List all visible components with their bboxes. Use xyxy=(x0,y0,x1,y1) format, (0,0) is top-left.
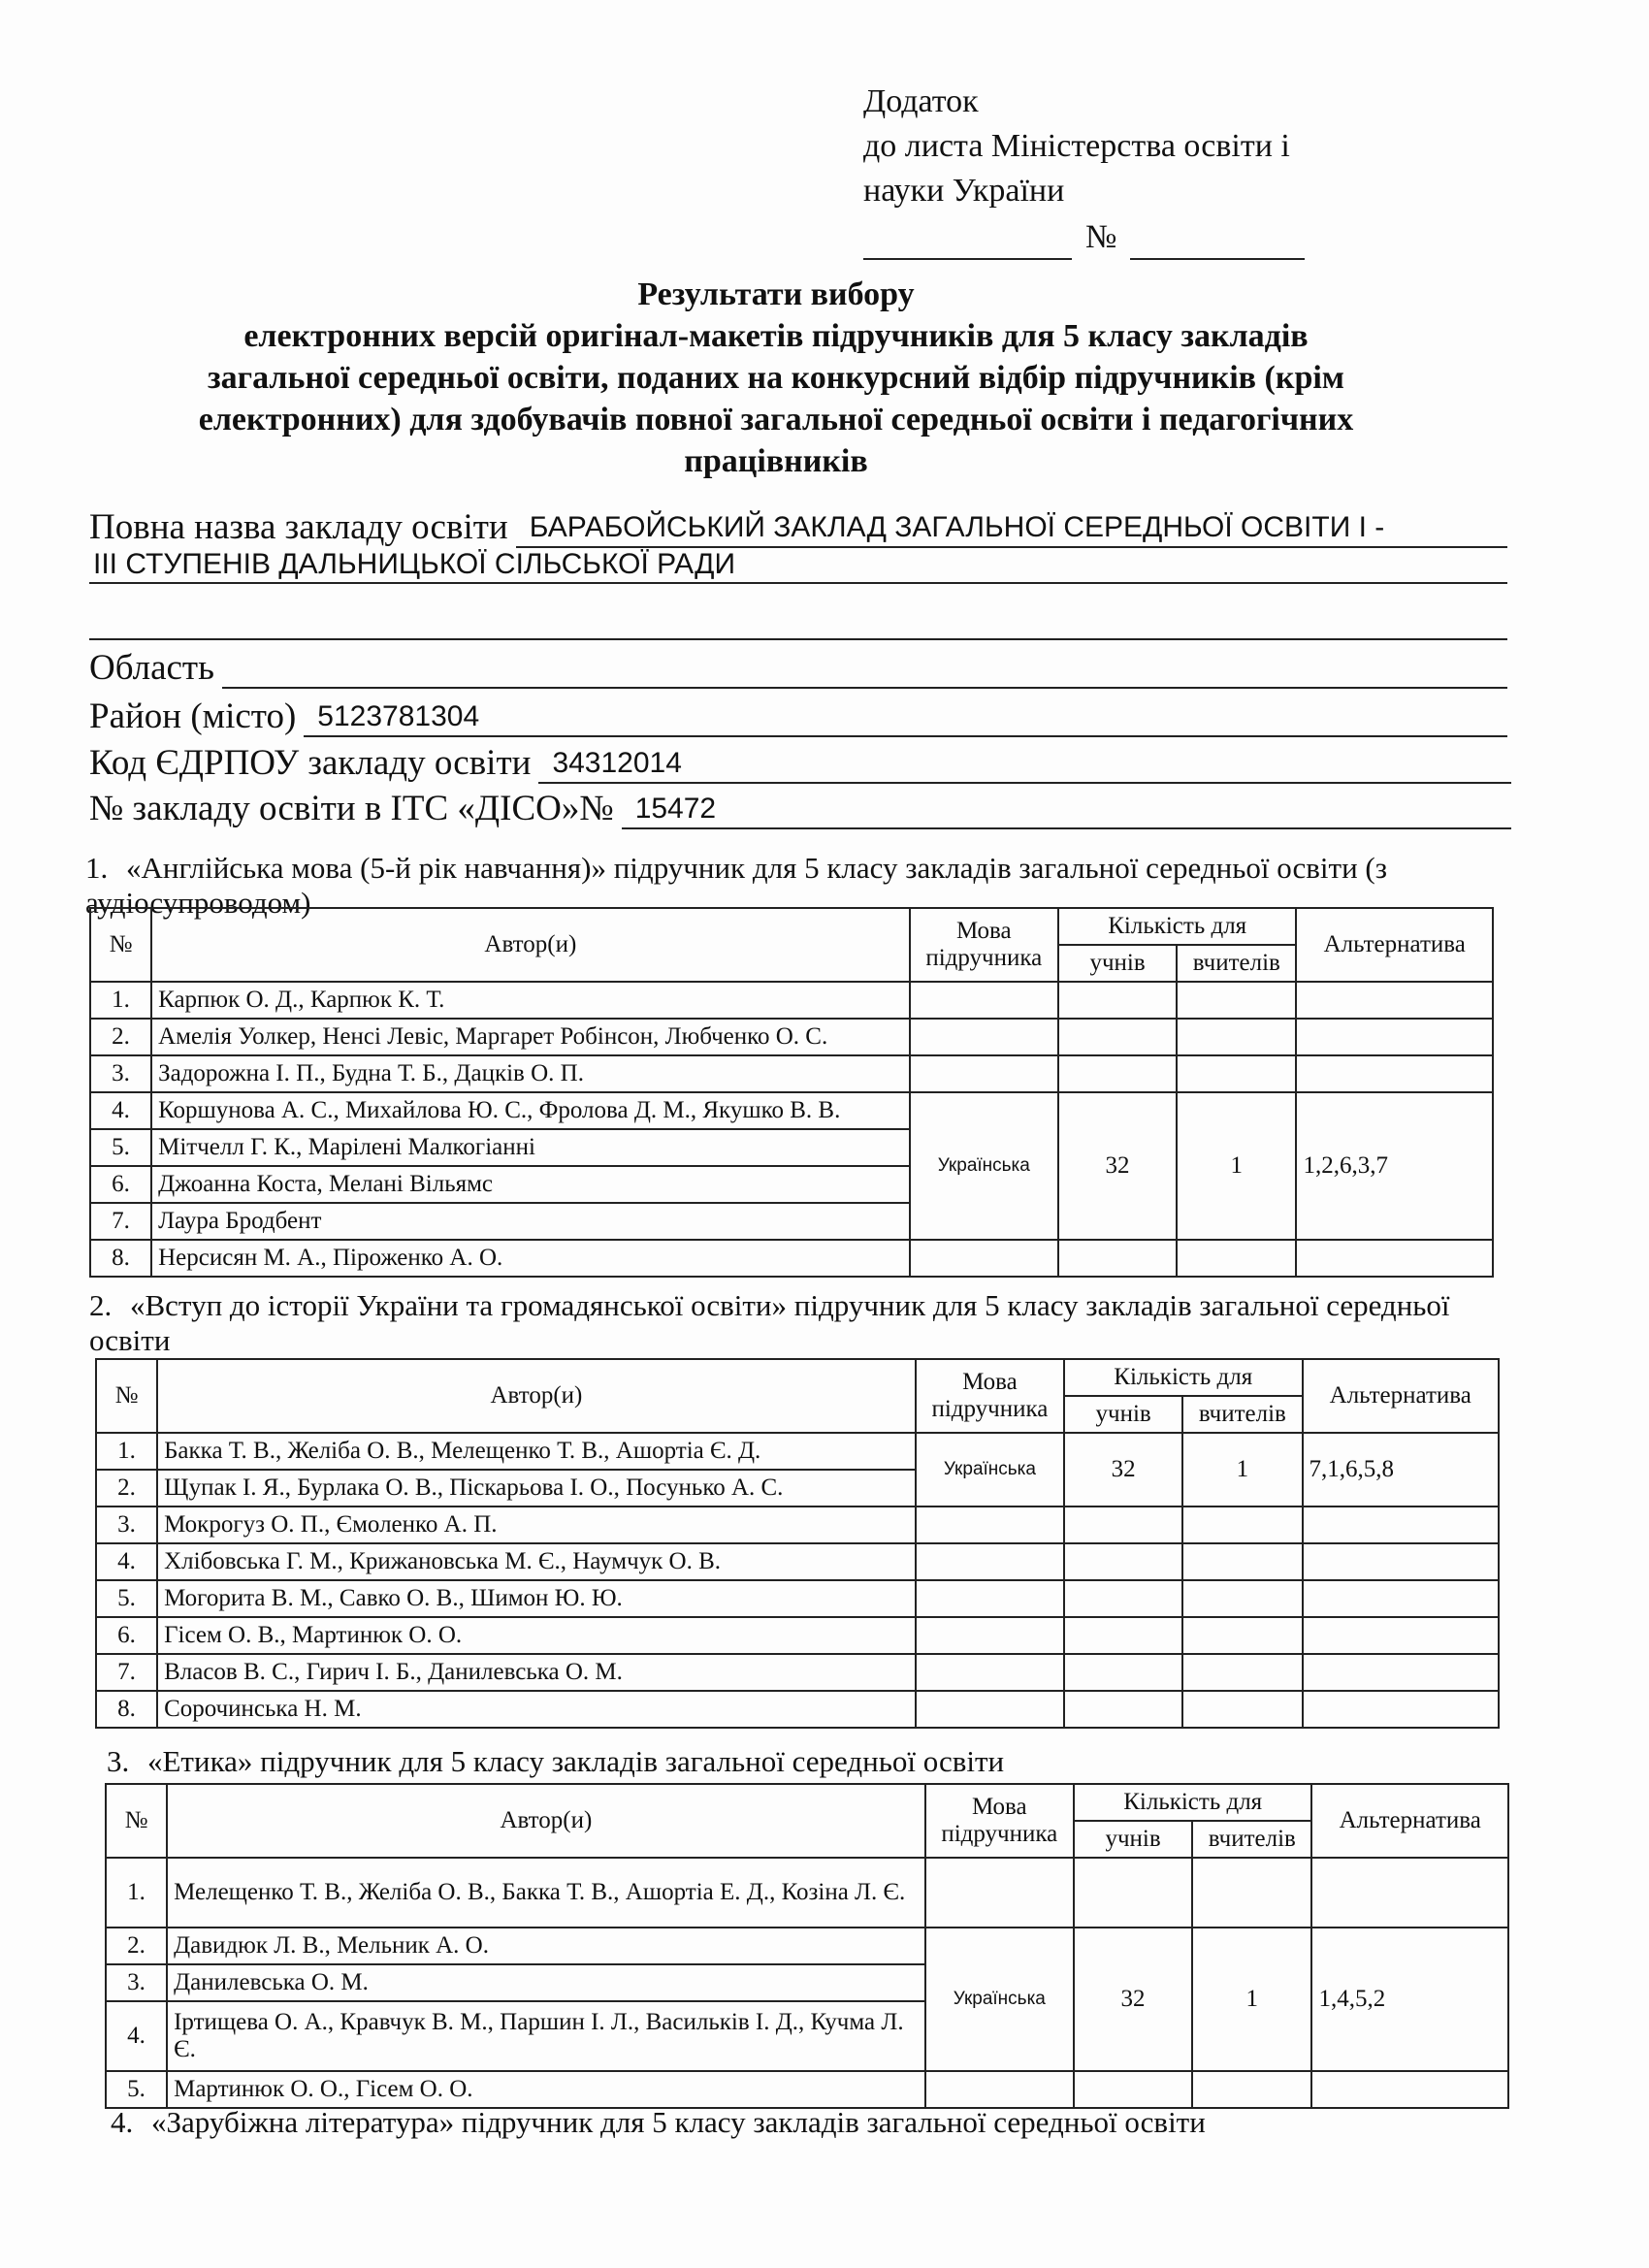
row-number: 3. xyxy=(96,1507,157,1543)
row-number: 8. xyxy=(96,1691,157,1728)
title-line-4: електронних) для здобувачів повної загальної середньої освіти і педагогічних xyxy=(198,402,1354,437)
district-label: Район (місто) xyxy=(89,697,297,736)
section-number: 1. xyxy=(85,851,109,885)
school-name-label: Повна назва закладу освіти xyxy=(89,507,508,547)
table-row xyxy=(96,1507,1499,1543)
table-row xyxy=(96,1433,1499,1470)
row-number: 4. xyxy=(90,1092,151,1129)
title-line-2: електронних версій оригінал-макетів підручників для 5 класу закладів xyxy=(243,318,1309,354)
alt-value: 1,2,6,3,7 xyxy=(1296,1092,1493,1240)
table-row xyxy=(106,2071,1508,2108)
table-row xyxy=(90,1055,1493,1092)
row-author: Карпюк О. Д., Карпюк К. Т. xyxy=(151,982,910,1019)
section-4-title xyxy=(111,2105,1546,2140)
section-2-table xyxy=(95,1358,1500,1729)
alt-value: 1,4,5,2 xyxy=(1311,1928,1508,2071)
col-alt: Альтернатива xyxy=(1296,908,1493,982)
col-lang: Мова підручника xyxy=(916,1359,1064,1433)
students-value: 32 xyxy=(1074,1928,1192,2071)
table-row xyxy=(96,1543,1499,1580)
students-value: 32 xyxy=(1058,1092,1177,1240)
diso-value: 15472 xyxy=(634,793,717,825)
col-teachers: вчителів xyxy=(1192,1821,1311,1858)
row-number: 4. xyxy=(106,2001,167,2071)
school-name-underline xyxy=(516,507,1507,548)
col-author: Автор(и) xyxy=(157,1359,916,1433)
section-1-table xyxy=(89,907,1494,1278)
row-author: Хлібовська Г. М., Крижановська М. Є., Наумчук О. В. xyxy=(157,1543,916,1580)
district-field xyxy=(89,696,1507,737)
row-author: Могорита В. М., Савко О. В., Шимон Ю. Ю. xyxy=(157,1580,916,1617)
row-author: Мелещенко Т. В., Желіба О. В., Бакка Т. В., Ашортіа Е. Д., Козіна Л. Є. xyxy=(167,1858,925,1928)
row-author: Іртищева О. А., Кравчук В. М., Паршин І. Л., Васильків І. Д., Кучма Л. Є. xyxy=(167,2001,925,2071)
row-author: Бакка Т. В., Желіба О. В., Мелещенко Т. В., Ашортіа Є. Д. xyxy=(157,1433,916,1470)
row-number: 5. xyxy=(96,1580,157,1617)
row-number: 7. xyxy=(90,1203,151,1240)
section-title-text: «Англійська мова (5-й рік навчання)» підручник для 5 класу закладів загальної середньої освіти (з аудіосупроводом) xyxy=(85,851,1387,920)
col-alt: Альтернатива xyxy=(1303,1359,1500,1433)
addendum-line-3: науки України xyxy=(863,173,1065,209)
teachers-value: 1 xyxy=(1177,1092,1296,1240)
region-field xyxy=(89,647,1507,689)
diso-field xyxy=(89,788,1511,829)
addendum-line-1: Додаток xyxy=(863,83,979,119)
edrpou-value: 34312014 xyxy=(552,747,682,779)
table-row xyxy=(96,1617,1499,1654)
table-row xyxy=(106,1928,1508,1964)
row-author: Амелія Уолкер, Ненсі Левіс, Маргарет Робінсон, Любченко О. С. xyxy=(151,1019,910,1055)
section-title-text: «Зарубіжна література» підручник для 5 класу закладів загальної середньої освіти xyxy=(151,2105,1206,2139)
table-row xyxy=(96,1691,1499,1728)
table-row xyxy=(90,982,1493,1019)
row-author: Мокрогуз О. П., Ємоленко А. П. xyxy=(157,1507,916,1543)
title-line-5: працівників xyxy=(684,443,868,479)
row-author: Давидюк Л. В., Мельник А. О. xyxy=(167,1928,925,1964)
school-name-line-2 xyxy=(89,582,1507,584)
row-number: 4. xyxy=(96,1543,157,1580)
row-number: 5. xyxy=(90,1129,151,1166)
edrpou-field xyxy=(89,742,1511,784)
col-teachers: вчителів xyxy=(1177,945,1296,982)
row-number: 1. xyxy=(96,1433,157,1470)
row-number: 6. xyxy=(90,1166,151,1203)
lang-value: Українська xyxy=(925,1928,1074,2071)
lang-value: Українська xyxy=(910,1092,1058,1240)
section-number: 3. xyxy=(107,1744,130,1778)
addendum-block xyxy=(863,80,1305,260)
section-title-text: «Етика» підручник для 5 класу закладів загальної середньої освіти xyxy=(147,1744,1005,1778)
col-number: № xyxy=(96,1359,157,1433)
table-row xyxy=(90,1019,1493,1055)
col-lang: Мова підручника xyxy=(910,908,1058,982)
row-number: 2. xyxy=(106,1928,167,1964)
col-qty: Кількість для xyxy=(1074,1784,1312,1821)
diso-underline xyxy=(622,789,1511,829)
row-number: 1. xyxy=(90,982,151,1019)
row-number: 2. xyxy=(90,1019,151,1055)
row-author: Коршунова А. С., Михайлова Ю. С., Фролова Д. М., Якушко В. В. xyxy=(151,1092,910,1129)
row-number: 1. xyxy=(106,1858,167,1928)
col-alt: Альтернатива xyxy=(1311,1784,1508,1858)
district-underline xyxy=(304,697,1507,737)
region-underline xyxy=(222,648,1507,689)
row-author: Джоанна Коста, Мелані Вільямс xyxy=(151,1166,910,1203)
row-author: Нерсисян М. А., Піроженко А. О. xyxy=(151,1240,910,1277)
edrpou-underline xyxy=(538,743,1511,784)
title-line-1: Результати вибору xyxy=(637,276,915,312)
col-qty: Кількість для xyxy=(1058,908,1297,945)
col-students: учнів xyxy=(1074,1821,1192,1858)
col-number: № xyxy=(106,1784,167,1858)
row-author: Власов В. С., Гирич І. Б., Данилевська О. М. xyxy=(157,1654,916,1691)
number-sign: № xyxy=(1085,219,1117,255)
row-author: Данилевська О. М. xyxy=(167,1964,925,2001)
row-number: 3. xyxy=(90,1055,151,1092)
row-author: Лаура Бродбент xyxy=(151,1203,910,1240)
table-row xyxy=(96,1580,1499,1617)
lang-value: Українська xyxy=(916,1433,1064,1507)
row-number: 5. xyxy=(106,2071,167,2108)
document-title xyxy=(78,274,1474,482)
col-students: учнів xyxy=(1064,1396,1182,1433)
row-author: Мартинюк О. О., Гісем О. О. xyxy=(167,2071,925,2108)
col-qty: Кількість для xyxy=(1064,1359,1302,1396)
section-3-table xyxy=(105,1783,1509,2109)
row-number: 6. xyxy=(96,1617,157,1654)
section-title-text: «Вступ до історії України та громадянської освіти» підручник для 5 класу закладів загальної середньої освіти xyxy=(89,1288,1450,1357)
col-lang: Мова підручника xyxy=(925,1784,1074,1858)
col-author: Автор(и) xyxy=(167,1784,925,1858)
diso-label: № закладу освіти в ІТС «ДІСО»№ xyxy=(89,789,614,828)
date-blank xyxy=(863,229,1072,260)
district-value: 5123781304 xyxy=(317,700,480,732)
table-row xyxy=(96,1654,1499,1691)
row-number: 8. xyxy=(90,1240,151,1277)
row-author: Щупак І. Я., Бурлака О. В., Піскарьова І. О., Посунько А. С. xyxy=(157,1470,916,1507)
section-number: 2. xyxy=(89,1288,113,1322)
table-row xyxy=(106,1858,1508,1928)
row-author: Гісем О. В., Мартинюк О. О. xyxy=(157,1617,916,1654)
col-students: учнів xyxy=(1058,945,1177,982)
school-name-value-1: БАРАБОЙСЬКИЙ ЗАКЛАД ЗАГАЛЬНОЇ СЕРЕДНЬОЇ ОСВІТИ І - xyxy=(529,511,1385,543)
row-author: Задорожна І. П., Будна Т. Б., Дацків О. П. xyxy=(151,1055,910,1092)
addendum-line-2: до листа Міністерства освіти і xyxy=(863,128,1290,164)
row-number: 3. xyxy=(106,1964,167,2001)
school-name-line-3 xyxy=(89,638,1507,640)
section-2-title xyxy=(89,1288,1525,1358)
row-author: Мітчелл Г. К., Марілені Малкогіанні xyxy=(151,1129,910,1166)
col-teachers: вчителів xyxy=(1182,1396,1302,1433)
row-author: Сорочинська Н. М. xyxy=(157,1691,916,1728)
col-number: № xyxy=(90,908,151,982)
section-number: 4. xyxy=(111,2105,134,2139)
students-value: 32 xyxy=(1064,1433,1182,1507)
row-number: 7. xyxy=(96,1654,157,1691)
alt-value: 7,1,6,5,8 xyxy=(1303,1433,1500,1507)
row-number: 2. xyxy=(96,1470,157,1507)
school-name-field xyxy=(89,506,1507,548)
teachers-value: 1 xyxy=(1182,1433,1302,1507)
table-row xyxy=(90,1240,1493,1277)
title-line-3: загальної середньої освіти, поданих на конкурсний відбір підручників (крім xyxy=(208,360,1344,396)
school-name-value-2: ІІІ СТУПЕНІВ ДАЛЬНИЦЬКОЇ СІЛЬСЬКОЇ РАДИ xyxy=(93,548,736,580)
addendum-number-line xyxy=(863,215,1305,260)
number-blank xyxy=(1130,229,1305,260)
teachers-value: 1 xyxy=(1192,1928,1311,2071)
col-author: Автор(и) xyxy=(151,908,910,982)
table-row xyxy=(90,1092,1493,1129)
edrpou-label: Код ЄДРПОУ закладу освіти xyxy=(89,743,532,783)
region-label: Область xyxy=(89,648,214,688)
section-3-title xyxy=(107,1744,1542,1779)
